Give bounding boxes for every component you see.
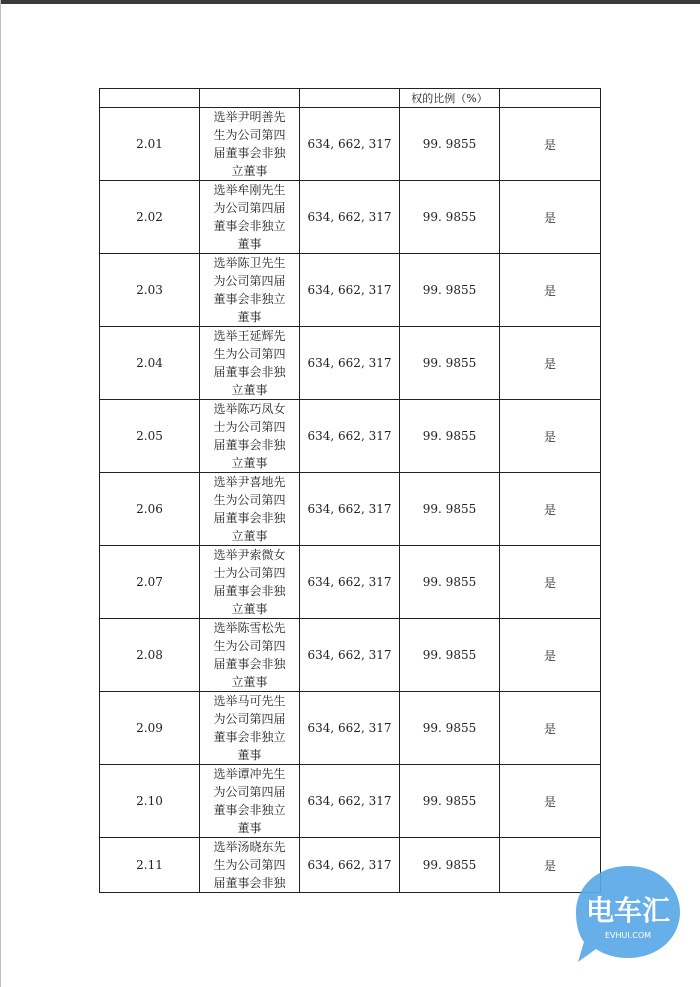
proposal-description <box>200 400 300 473</box>
item-number: 2.08 <box>100 619 200 692</box>
table-header-row <box>100 89 601 108</box>
passed-flag: 是 <box>500 254 601 327</box>
approval-ratio: 99. 9855 <box>400 765 500 838</box>
votes-count: 634, 662, 317 <box>300 546 400 619</box>
header-cell-2 <box>200 89 300 108</box>
approval-ratio: 99. 9855 <box>400 473 500 546</box>
proposal-description <box>200 108 300 181</box>
votes-count: 634, 662, 317 <box>300 108 400 181</box>
description-line: 届董事会非独 <box>213 876 286 890</box>
item-number: 2.06 <box>100 473 200 546</box>
item-number: 2.07 <box>100 546 200 619</box>
description-line: 立董事 <box>231 164 268 178</box>
approval-ratio: 99. 9855 <box>400 254 500 327</box>
description-line: 选举尹明善先 <box>213 110 286 124</box>
table-row <box>100 473 601 546</box>
proposal-description <box>200 546 300 619</box>
description-line: 届董事会非独 <box>213 657 286 671</box>
description-line: 董事会非独立 <box>213 803 286 817</box>
passed-flag: 是 <box>500 546 601 619</box>
description-line: 选举陈雪松先 <box>213 621 286 635</box>
description-line: 为公司第四届 <box>213 201 286 215</box>
description-line: 为公司第四届 <box>213 712 286 726</box>
approval-ratio: 99. 9855 <box>400 108 500 181</box>
description-line: 立董事 <box>231 456 268 470</box>
proposal-description <box>200 327 300 400</box>
passed-flag: 是 <box>500 181 601 254</box>
evhui-watermark-logo <box>572 862 684 966</box>
item-number: 2.03 <box>100 254 200 327</box>
item-number: 2.11 <box>100 838 200 893</box>
passed-flag: 是 <box>500 619 601 692</box>
item-number: 2.01 <box>100 108 200 181</box>
watermark-domain: EVHUI.COM <box>604 931 652 940</box>
header-cell-1 <box>100 89 200 108</box>
approval-ratio: 99. 9855 <box>400 181 500 254</box>
voting-results-table <box>99 88 601 893</box>
description-line: 士为公司第四 <box>213 420 286 434</box>
table-row <box>100 838 601 893</box>
votes-count: 634, 662, 317 <box>300 692 400 765</box>
description-line: 董事会非独立 <box>213 292 286 306</box>
description-line: 董事会非独立 <box>213 219 286 233</box>
table-row <box>100 108 601 181</box>
table-row <box>100 400 601 473</box>
item-number: 2.04 <box>100 327 200 400</box>
item-number: 2.02 <box>100 181 200 254</box>
watermark-brand: 电车汇 <box>585 894 671 927</box>
table-row <box>100 546 601 619</box>
approval-ratio: 99. 9855 <box>400 692 500 765</box>
description-line: 届董事会非独 <box>213 146 286 160</box>
description-line: 生为公司第四 <box>213 128 286 142</box>
description-line: 生为公司第四 <box>213 858 286 872</box>
item-number: 2.10 <box>100 765 200 838</box>
item-number: 2.05 <box>100 400 200 473</box>
approval-ratio: 99. 9855 <box>400 546 500 619</box>
description-line: 届董事会非独 <box>213 584 286 598</box>
proposal-description <box>200 692 300 765</box>
description-line: 董事会非独立 <box>213 730 286 744</box>
description-line: 立董事 <box>231 529 268 543</box>
description-line: 为公司第四届 <box>213 274 286 288</box>
description-line: 士为公司第四 <box>213 566 286 580</box>
description-line: 生为公司第四 <box>213 493 286 507</box>
passed-flag: 是 <box>500 327 601 400</box>
votes-count: 634, 662, 317 <box>300 181 400 254</box>
proposal-description <box>200 765 300 838</box>
description-line: 届董事会非独 <box>213 511 286 525</box>
description-line: 选举马可先生 <box>213 694 286 708</box>
description-line: 董事 <box>237 821 262 835</box>
votes-count: 634, 662, 317 <box>300 619 400 692</box>
description-line: 选举谭冲先生 <box>213 767 286 781</box>
proposal-description <box>200 619 300 692</box>
description-line: 选举陈卫先生 <box>213 256 286 270</box>
header-cell-ratio: 权的比例（%） <box>400 89 500 108</box>
description-line: 董事 <box>237 748 262 762</box>
votes-count: 634, 662, 317 <box>300 765 400 838</box>
description-line: 生为公司第四 <box>213 347 286 361</box>
proposal-description <box>200 181 300 254</box>
description-line: 选举陈巧凤女 <box>213 402 286 416</box>
description-line: 为公司第四届 <box>213 785 286 799</box>
description-line: 董事 <box>237 237 262 251</box>
votes-count: 634, 662, 317 <box>300 400 400 473</box>
proposal-description <box>200 473 300 546</box>
table-row <box>100 327 601 400</box>
description-line: 立董事 <box>231 383 268 397</box>
proposal-description <box>200 254 300 327</box>
table-row <box>100 765 601 838</box>
approval-ratio: 99. 9855 <box>400 619 500 692</box>
votes-count: 634, 662, 317 <box>300 327 400 400</box>
table-row <box>100 619 601 692</box>
table-row <box>100 692 601 765</box>
page-left-edge <box>0 0 1 987</box>
passed-flag: 是 <box>500 400 601 473</box>
header-cell-3 <box>300 89 400 108</box>
description-line: 选举尹索微女 <box>213 548 286 562</box>
table-row <box>100 254 601 327</box>
passed-flag: 是 <box>500 108 601 181</box>
votes-count: 634, 662, 317 <box>300 254 400 327</box>
approval-ratio: 99. 9855 <box>400 838 500 893</box>
description-line: 董事 <box>237 310 262 324</box>
description-line: 立董事 <box>231 602 268 616</box>
passed-flag: 是 <box>500 765 601 838</box>
description-line: 生为公司第四 <box>213 639 286 653</box>
votes-count: 634, 662, 317 <box>300 838 400 893</box>
description-line: 选举汤晓东先 <box>213 840 286 854</box>
header-cell-5 <box>500 89 601 108</box>
passed-flag: 是 <box>500 473 601 546</box>
approval-ratio: 99. 9855 <box>400 400 500 473</box>
description-line: 选举尹喜地先 <box>213 475 286 489</box>
description-line: 届董事会非独 <box>213 365 286 379</box>
description-line: 立董事 <box>231 675 268 689</box>
description-line: 届董事会非独 <box>213 438 286 452</box>
table-row <box>100 181 601 254</box>
passed-flag: 是 <box>500 838 601 893</box>
item-number: 2.09 <box>100 692 200 765</box>
proposal-description <box>200 838 300 893</box>
description-line: 选举王延辉先 <box>213 329 286 343</box>
description-line: 选举牟刚先生 <box>213 183 286 197</box>
approval-ratio: 99. 9855 <box>400 327 500 400</box>
viewer-top-bar <box>0 0 700 4</box>
votes-count: 634, 662, 317 <box>300 473 400 546</box>
passed-flag: 是 <box>500 692 601 765</box>
